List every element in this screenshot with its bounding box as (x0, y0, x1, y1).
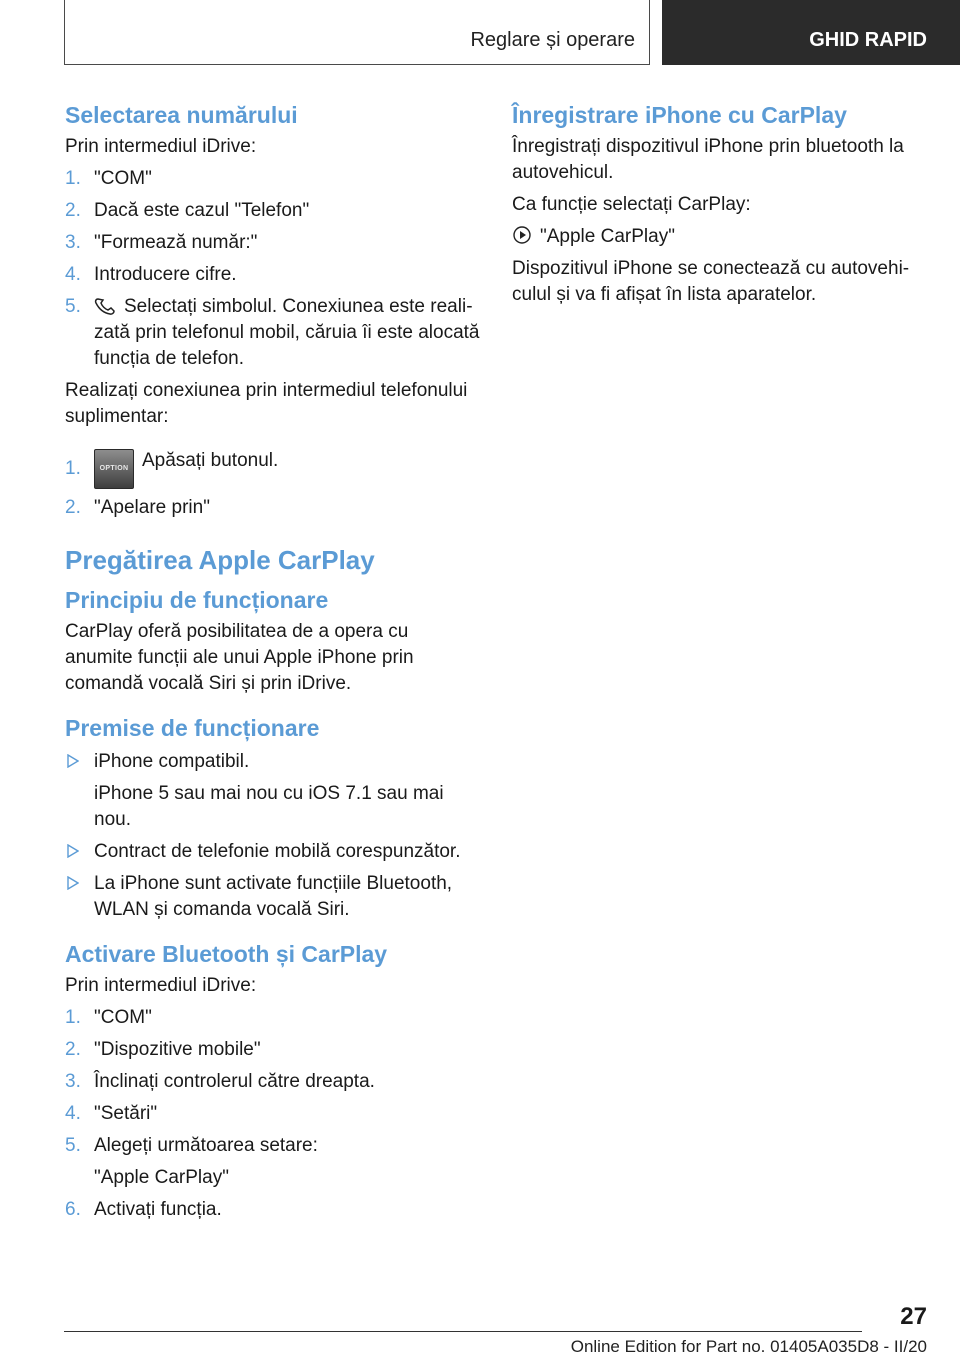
triangle-bullet-icon (67, 754, 79, 768)
list-item (65, 1133, 480, 1191)
play-circle-icon (512, 225, 532, 245)
list-item (65, 1069, 480, 1095)
select-number-heading: Selectarea numărului (65, 102, 298, 128)
list-item (65, 1037, 480, 1063)
footer-edition: Online Edition for Part no. 01405A035D8 - II/20 (570, 1337, 927, 1356)
extra-phone-steps (65, 442, 480, 521)
step-text: Introducere cifre. (94, 264, 237, 285)
premise-text: La iPhone sunt activate funcțiile Bluetooth, WLAN și comanda vocală Siri. (94, 873, 453, 920)
step-text: "Dispozitive mobile" (94, 1039, 261, 1060)
step-number: 6. (65, 1199, 81, 1220)
step-text: "COM" (94, 1007, 152, 1028)
step-number: 3. (65, 232, 81, 253)
step-number: 3. (65, 1071, 81, 1092)
list-item (65, 495, 480, 521)
select-number-intro: Prin intermediul iDrive: (65, 136, 257, 157)
list-item (65, 871, 480, 923)
principle-text: CarPlay oferă posibilitatea de a opera cu anumite funcții ale unui Apple iPhone prin comandă vocală Siri și prin iDrive. (65, 621, 414, 694)
step-number: 2. (65, 200, 81, 221)
header-tab-label: GHID RAPID (809, 29, 927, 51)
list-item (65, 166, 480, 192)
step-subtext: "Apple CarPlay" (94, 1167, 229, 1188)
header-section-title: Reglare și operare (470, 29, 635, 51)
step-number: 5. (65, 296, 81, 317)
list-item (65, 294, 480, 372)
step-text: Înclinați controlerul către dreapta. (94, 1071, 375, 1092)
extra-phone-intro: Realizați conexiunea prin intermediul telefonului suplimentar: (65, 380, 468, 427)
step-number: 2. (65, 1039, 81, 1060)
register-option (512, 224, 912, 250)
step-number: 5. (65, 1135, 81, 1156)
step-text: Selectați simbolul. Conexiunea este realizată prin telefonul mobil, căruia îi este alocată funcția de telefon. (94, 296, 480, 369)
list-item (65, 230, 480, 256)
header-tab (662, 0, 960, 65)
list-item (65, 198, 480, 224)
phone-handset-icon (94, 297, 116, 315)
activate-heading: Activare Bluetooth și CarPlay (65, 941, 388, 967)
prep-carplay-heading: Pregătirea Apple CarPlay (65, 545, 375, 575)
step-number: 1. (65, 458, 81, 479)
step-number: 4. (65, 264, 81, 285)
step-number: 2. (65, 497, 81, 518)
select-number-steps (65, 166, 480, 372)
footer-divider (64, 1331, 862, 1332)
left-column (65, 100, 480, 1229)
step-text: "Apelare prin" (94, 497, 210, 518)
premise-text: Contract de telefonie mobilă corespunzător. (94, 841, 461, 862)
premise-text: iPhone compatibil. (94, 751, 250, 772)
register-heading: Înregistrare iPhone cu CarPlay (512, 102, 847, 128)
option-button-icon: OPTION (94, 449, 134, 489)
triangle-bullet-icon (67, 876, 79, 890)
step-text: Activați funcția. (94, 1199, 222, 1220)
list-item (65, 262, 480, 288)
premises-list (65, 749, 480, 923)
step-number: 1. (65, 168, 81, 189)
triangle-bullet-icon (67, 844, 79, 858)
activate-intro: Prin intermediul iDrive: (65, 975, 257, 996)
activate-steps (65, 1005, 480, 1223)
list-item (65, 1101, 480, 1127)
step-text: Alegeți următoarea setare: (94, 1135, 318, 1156)
register-text-3: Dispozitivul iPhone se conectează cu autovehiculul și va fi afișat în lista aparatelor. (512, 258, 910, 305)
page-number: 27 (900, 1303, 927, 1330)
register-text-1: Înregistrați dispozitivul iPhone prin bluetooth la autovehicul. (512, 136, 904, 183)
premise-subtext: iPhone 5 sau mai nou cu iOS 7.1 sau mai nou. (94, 783, 444, 830)
right-column (512, 100, 912, 314)
step-text: "Setări" (94, 1103, 158, 1124)
list-item (65, 442, 480, 489)
option-label: "Apple CarPlay" (540, 226, 675, 247)
list-item (65, 1005, 480, 1031)
step-number: 1. (65, 1007, 81, 1028)
step-text: "Formează număr:" (94, 232, 258, 253)
list-item (65, 839, 480, 865)
principle-heading: Principiu de funcționare (65, 587, 329, 613)
step-text: "COM" (94, 168, 152, 189)
step-text: Apăsați butonul. (142, 450, 279, 471)
register-text-2: Ca funcție selectați CarPlay: (512, 194, 751, 215)
list-item (65, 1197, 480, 1223)
list-item (65, 749, 480, 833)
header-section-box (64, 0, 650, 65)
premises-heading: Premise de funcționare (65, 715, 320, 741)
step-number: 4. (65, 1103, 81, 1124)
step-text: Dacă este cazul "Telefon" (94, 200, 310, 221)
